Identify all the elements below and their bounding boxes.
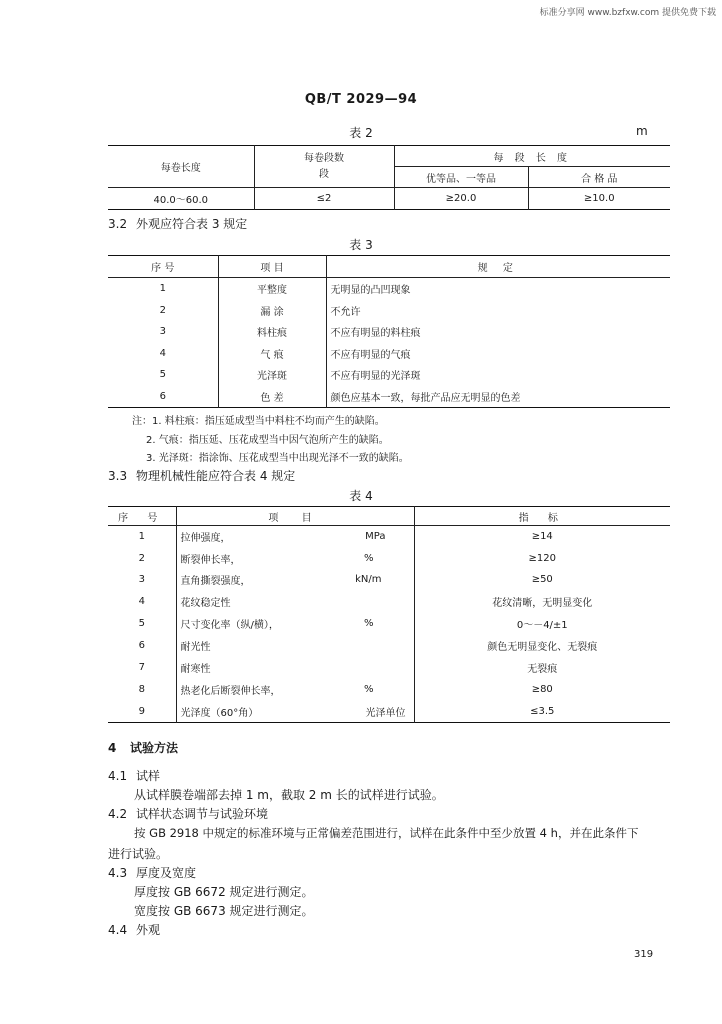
table4-cell-item [176, 657, 414, 679]
table4-header-value: 指 标 [414, 507, 670, 526]
table4-cell-item [176, 591, 414, 613]
section-4-1-number: 4.1 [108, 769, 128, 783]
table3-row [108, 300, 670, 321]
table3-cell-no: 4 [108, 343, 218, 364]
section-4 [108, 739, 178, 756]
table4-cell-no: 2 [108, 548, 176, 569]
table4-item-unit: 光泽单位 [365, 707, 406, 719]
table4-row [108, 526, 670, 548]
section-4-4-number: 4.4 [108, 923, 128, 937]
table4-item-label: 耐寒性 [180, 664, 211, 675]
table4-cell-item [176, 613, 414, 635]
table4-row [108, 657, 670, 679]
section-4-title: 试验方法 [130, 741, 179, 755]
table4-row [108, 635, 670, 657]
table3-cell-no: 5 [108, 364, 218, 386]
section-4-1-text: 从试样膜卷端部去掉 1 m，截取 2 m 长的试样进行试验。 [134, 788, 444, 802]
table2-header-grade1: 优等品、一等品 [394, 167, 528, 188]
page-number: 319 [634, 949, 654, 960]
table4-cell-item [176, 701, 414, 723]
table3-note-1: 注：1. 料柱痕：指压延成型当中料柱不均而产生的缺陷。 [132, 416, 385, 427]
table4 [108, 506, 670, 723]
table3-cell-no: 3 [108, 321, 218, 343]
table4-item-label: 光泽度（60°角） [180, 707, 259, 719]
table3-cell-item: 光泽斑 [218, 364, 326, 386]
table3-note-2: 2. 气痕：指压延、压花成型当中因气泡所产生的缺陷。 [146, 435, 389, 446]
table4-cell-item [176, 548, 414, 569]
table4-item-unit: % [363, 552, 374, 564]
table4-cell-value: ≥50 [531, 574, 553, 585]
section-4-2-title: 试样状态调节与试验环境 [136, 807, 269, 821]
table4-item-unit: kN/m [355, 574, 382, 585]
section-4-1-title: 试样 [136, 769, 161, 783]
table4-header-item: 项 目 [176, 507, 414, 526]
table4-item-label: 热老化后断裂伸长率， [180, 686, 281, 697]
standard-id-header: QB/T 2029—94 [304, 92, 418, 107]
table3-row [108, 386, 670, 408]
table4-cell-no: 4 [108, 591, 176, 613]
table2-header-seg-length: 每 段 长 度 [394, 146, 670, 167]
table4-header-no: 序 号 [108, 507, 176, 526]
table4-cell-value: ≥14 [531, 531, 553, 543]
table4-row [108, 548, 670, 569]
table3-header-no: 序 号 [108, 256, 218, 278]
section-4-3-title: 厚度及宽度 [136, 866, 197, 880]
table4-row [108, 701, 670, 723]
table3-header-item: 项 目 [218, 256, 326, 278]
section-4-3-number: 4.3 [108, 866, 128, 880]
table3-row [108, 321, 670, 343]
section-3-3-number: 3.3 [108, 469, 128, 483]
table3-cell-no: 6 [108, 386, 218, 408]
table4-cell-value: 0～－4/±1 [516, 620, 568, 631]
table3-row [108, 278, 670, 300]
table4-cell-value: ≤3.5 [530, 705, 555, 717]
table3-cell-item: 气 痕 [218, 343, 326, 364]
section-4-1 [108, 767, 160, 784]
section-4-2 [108, 805, 268, 822]
table2-header-segments [254, 146, 394, 188]
table3-caption: 表 3 [349, 238, 373, 252]
table4-cell-no: 9 [108, 701, 176, 723]
table4-item-label: 尺寸变化率（纵/横）， [180, 620, 279, 631]
section-3-3 [108, 467, 295, 484]
section-3-3-title: 物理机械性能应符合表 4 规定 [136, 469, 296, 483]
table3-cell-rule: 颜色应基本一致，每批产品应无明显的色差 [330, 392, 521, 404]
table4-item-label: 断裂伸长率， [180, 554, 241, 566]
table2 [108, 145, 670, 210]
table4-cell-value: 颜色无明显变化、无裂痕 [487, 642, 598, 653]
table2-header-segments-line2: 段 [319, 168, 329, 180]
table2-header-length: 每卷长度 [108, 146, 254, 188]
table4-item-label: 花纹稳定性 [180, 598, 231, 609]
table4-cell-no: 6 [108, 635, 176, 657]
table4-item-label: 拉伸强度， [180, 533, 231, 545]
table2-caption: 表 2 [349, 126, 373, 140]
table2-cell-length: 40.0～60.0 [108, 188, 254, 210]
table3-cell-rule: 不应有明显的气痕 [330, 349, 411, 361]
table4-caption: 表 4 [349, 489, 373, 503]
table4-cell-item [176, 679, 414, 701]
table4-cell-item [176, 635, 414, 657]
section-4-2-text-2: 进行试验。 [108, 847, 169, 861]
table4-row [108, 569, 670, 591]
section-4-2-number: 4.2 [108, 807, 128, 821]
table3-cell-rule: 不应有明显的料柱痕 [330, 328, 421, 339]
table3-cell-no: 1 [108, 278, 218, 300]
table3-cell-item: 料柱痕 [218, 321, 326, 343]
section-3-2-title: 外观应符合表 3 规定 [136, 217, 248, 231]
table4-item-label: 耐光性 [180, 642, 211, 653]
table4-row [108, 613, 670, 635]
section-4-3-text-1: 厚度按 GB 6672 规定进行测定。 [134, 885, 314, 899]
section-3-2-number: 3.2 [108, 217, 128, 231]
table4-cell-value: 花纹清晰，无明显变化 [492, 598, 593, 609]
table2-cell-grade2: ≥10.0 [583, 193, 615, 204]
table4-cell-no: 7 [108, 657, 176, 679]
section-3-2 [108, 215, 247, 232]
table4-cell-item [176, 526, 414, 548]
table4-cell-no: 3 [108, 569, 176, 591]
section-4-3-text-2: 宽度按 GB 6673 规定进行测定。 [134, 904, 314, 918]
table4-cell-no: 1 [108, 526, 176, 548]
table2-header-grade2: 合 格 品 [528, 167, 670, 188]
table4-item-unit: MPa [365, 531, 386, 543]
table3-row [108, 343, 670, 364]
table3 [108, 255, 670, 408]
table3-header-rule: 规 定 [326, 256, 670, 278]
table4-row [108, 679, 670, 701]
watermark-text: 标准分享网 www.bzfxw.com 提供免费下载 [539, 8, 716, 18]
section-4-2-text-1: 按 GB 2918 中规定的标准环境与正常偏差范围进行，试样在此条件中至少放置 4 h，并在此条件下 [134, 826, 639, 840]
table2-header-segments-line1: 每卷段数 [304, 152, 344, 164]
table3-cell-item: 漏 涂 [218, 300, 326, 321]
table3-cell-item: 平整度 [218, 278, 326, 300]
table4-item-unit: % [363, 684, 374, 695]
table4-cell-item [176, 569, 414, 591]
table3-cell-no: 2 [108, 300, 218, 321]
table3-cell-rule: 不应有明显的光泽斑 [330, 371, 421, 382]
table2-cell-grade1: ≥20.0 [394, 188, 528, 210]
table3-cell-rule: 不允许 [330, 306, 361, 318]
table2-cell-segments: ≤2 [254, 188, 394, 210]
section-4-3 [108, 864, 196, 881]
table3-row [108, 364, 670, 386]
table3-cell-rule: 无明显的凸凹现象 [330, 285, 411, 297]
table4-cell-no: 8 [108, 679, 176, 701]
table3-cell-item: 色 差 [218, 386, 326, 408]
section-4-4 [108, 921, 160, 938]
table3-note-3: 3. 光泽斑：指涂饰、压花成型当中出现光泽不一致的缺陷。 [146, 453, 409, 464]
table4-cell-value: 无裂痕 [527, 664, 558, 675]
section-4-number: 4 [108, 741, 117, 755]
table4-cell-value: ≥120 [528, 552, 556, 564]
table4-item-unit: % [363, 618, 374, 629]
table4-row [108, 591, 670, 613]
table2-unit: m [636, 124, 648, 138]
section-4-4-title: 外观 [136, 923, 161, 937]
table4-cell-value: ≥80 [531, 684, 553, 695]
table4-item-label: 直角撕裂强度， [180, 576, 251, 587]
table4-cell-no: 5 [108, 613, 176, 635]
